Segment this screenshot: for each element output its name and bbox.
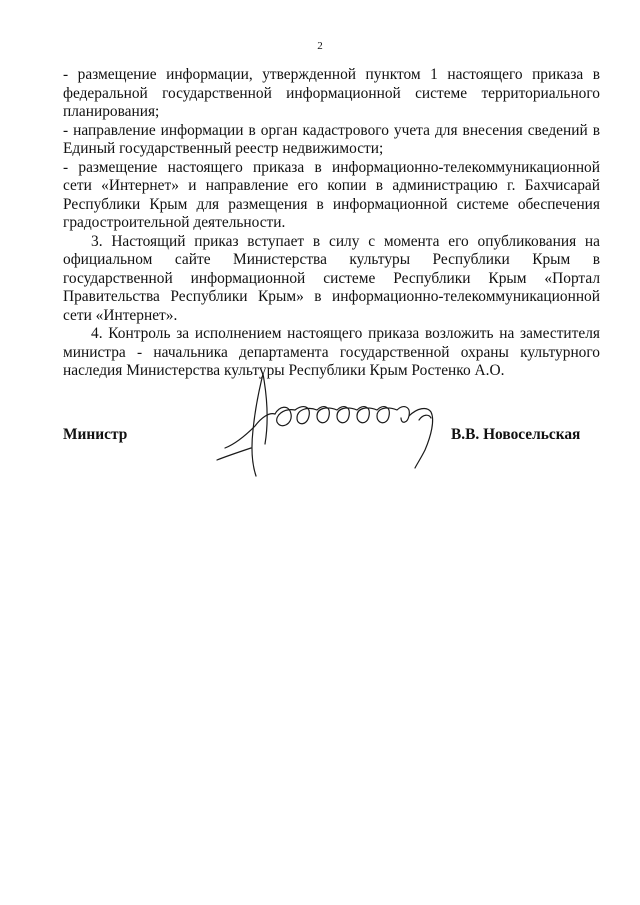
handwritten-signature xyxy=(205,360,450,480)
paragraph-effective-date: 3. Настоящий приказ вступает в силу с момента его опубликования на официальном сайте Министерства культуры Республики Крым в государственной информационной системе Республики Крым «Портал Правительства Республики Крым» в информационно-телекоммуникационной сети «Интернет». xyxy=(63,232,600,324)
signer-position: Министр xyxy=(63,426,128,443)
signer-name: В.В. Новосельская xyxy=(451,426,581,443)
paragraph-cadastral-registry: - направление информации в орган кадастрового учета для внесения сведений в Единый государственный реестр недвижимости; xyxy=(63,121,600,157)
document-body xyxy=(63,66,600,381)
page-number: 2 xyxy=(317,40,323,52)
paragraph-internet-publication: - размещение настоящего приказа в информационно-телекоммуникационной сети «Интернет» и направление его копии в администрацию г. Бахчисарай Республики Крым для размещения в информационной системе обеспечения градостроительной деятельности. xyxy=(63,158,600,231)
signature-block xyxy=(0,360,640,480)
paragraph-control: 4. Контроль за исполнением настоящего приказа возложить на заместителя министра - начальника департамента государственной охраны культурного наследия Министерства культуры Республики Крым Ростенко А.О. xyxy=(63,325,600,379)
paragraph-publication-fgis: - размещение информации, утвержденной пунктом 1 настоящего приказа в федеральной государственной информационной системе территориального планирования; xyxy=(63,66,600,120)
